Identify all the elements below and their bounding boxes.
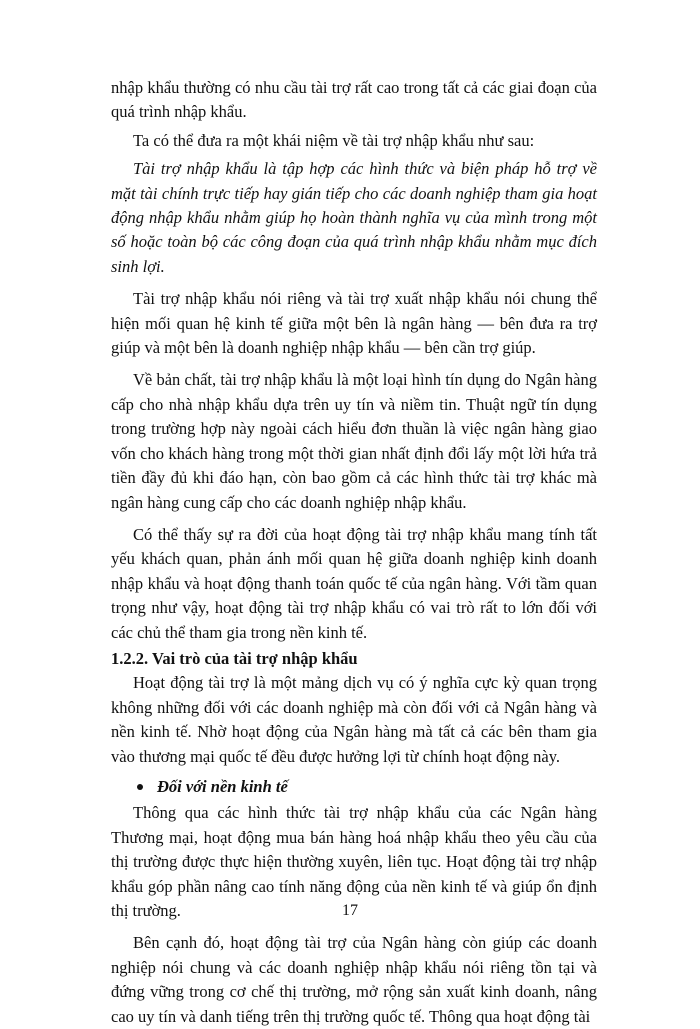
bullet-label: Đối với nền kinh tế — [157, 776, 288, 796]
paragraph-continuation: nhập khẩu thường có nhu cầu tài trợ rất cao trong tất cả các giai đoạn của quá trình nhập khẩu. — [111, 78, 597, 122]
paragraph-economy: Thông qua các hình thức tài trợ nhập khẩu của các Ngân hàng Thương mại, hoạt động mua bán hàng hoá nhập khẩu theo yêu cầu của thị trường được thực hiện thường xuyên, liên tục. Hoạt động tài trợ nhập khẩu góp phần nâng cao tính năng động của nền kinh tế và giúp ổn định thị trường. — [111, 803, 597, 920]
paragraph-intro-definition: Ta có thể đưa ra một khái niệm về tài trợ nhập khẩu như sau: — [133, 130, 535, 150]
paragraph-role: Hoạt động tài trợ là một mảng dịch vụ có ý nghĩa cực kỳ quan trọng không những đối với các doanh nghiệp mà còn đối với cả Ngân hàng và nền kinh tế. Nhờ hoạt động của Ngân hàng mà tất cả các bên tham gia vào thương mại quốc tế đều được hưởng lợi từ chính hoạt động này. — [111, 673, 597, 766]
page-number: 17 — [342, 902, 358, 919]
paragraph-inevitability: Có thể thấy sự ra đời của hoạt động tài trợ nhập khẩu mang tính tất yếu khách quan, phản ánh mối quan hệ giữa doanh nghiệp kinh doanh nhập khẩu và hoạt động thanh toán quốc tế của ngân hàng. Với tầm quan trọng như vậy, hoạt động tài trợ nhập khẩu có vai trò rất to lớn đối với các chủ thể tham gia trong nền kinh tế. — [111, 524, 597, 642]
section-heading: 1.2.2. Vai trò của tài trợ nhập khẩu — [111, 648, 358, 668]
paragraph-relationship: Tài trợ nhập khẩu nói riêng và tài trợ xuất nhập khẩu nói chung thể hiện mối quan hệ kinh tế giữa một bên là ngân hàng — bên đưa ra trợ giúp và một bên là doanh nghiệp nhập khẩu — bên cần trợ giúp. — [111, 289, 597, 358]
paragraph-support: Bên cạnh đó, hoạt động tài trợ của Ngân hàng còn giúp các doanh nghiệp nói chung và các doanh nghiệp nhập khẩu nói riêng tồn tại và đứng vững trong cơ chế thị trường, mở rộng sản xuất kinh doanh, nâng cao uy tín và danh tiếng trên thị trường quốc tế. Thông qua hoạt động tài — [111, 933, 597, 1026]
bullet-item — [111, 775, 597, 799]
definition-quote: Tài trợ nhập khẩu là tập hợp các hình thức và biện pháp hỗ trợ về mặt tài chính trực tiếp hay gián tiếp cho các doanh nghiệp tham gia hoạt động nhập khẩu nhằm giúp họ hoàn thành nghĩa vụ của mình trong một số hoặc toàn bộ các công đoạn của quá trình nhập khẩu nhằm mục đích sinh lợi. — [111, 159, 597, 276]
paragraph-nature: Về bản chất, tài trợ nhập khẩu là một loại hình tín dụng do Ngân hàng cấp cho nhà nhập khẩu dựa trên uy tín và niềm tin. Thuật ngữ tín dụng trong trường hợp này ngoài cách hiểu đơn thuần là việc ngân hàng giao vốn cho khách hàng trong một thời gian nhất định đổi lấy một lời hứa trả tiền đầy đủ khi đáo hạn, còn bao gồm cả các hình thức tài trợ khác mà ngân hàng cung cấp cho các doanh nghiệp nhập khẩu. — [111, 370, 597, 512]
bullet-dot-icon — [137, 784, 143, 790]
page-body — [111, 76, 597, 1029]
